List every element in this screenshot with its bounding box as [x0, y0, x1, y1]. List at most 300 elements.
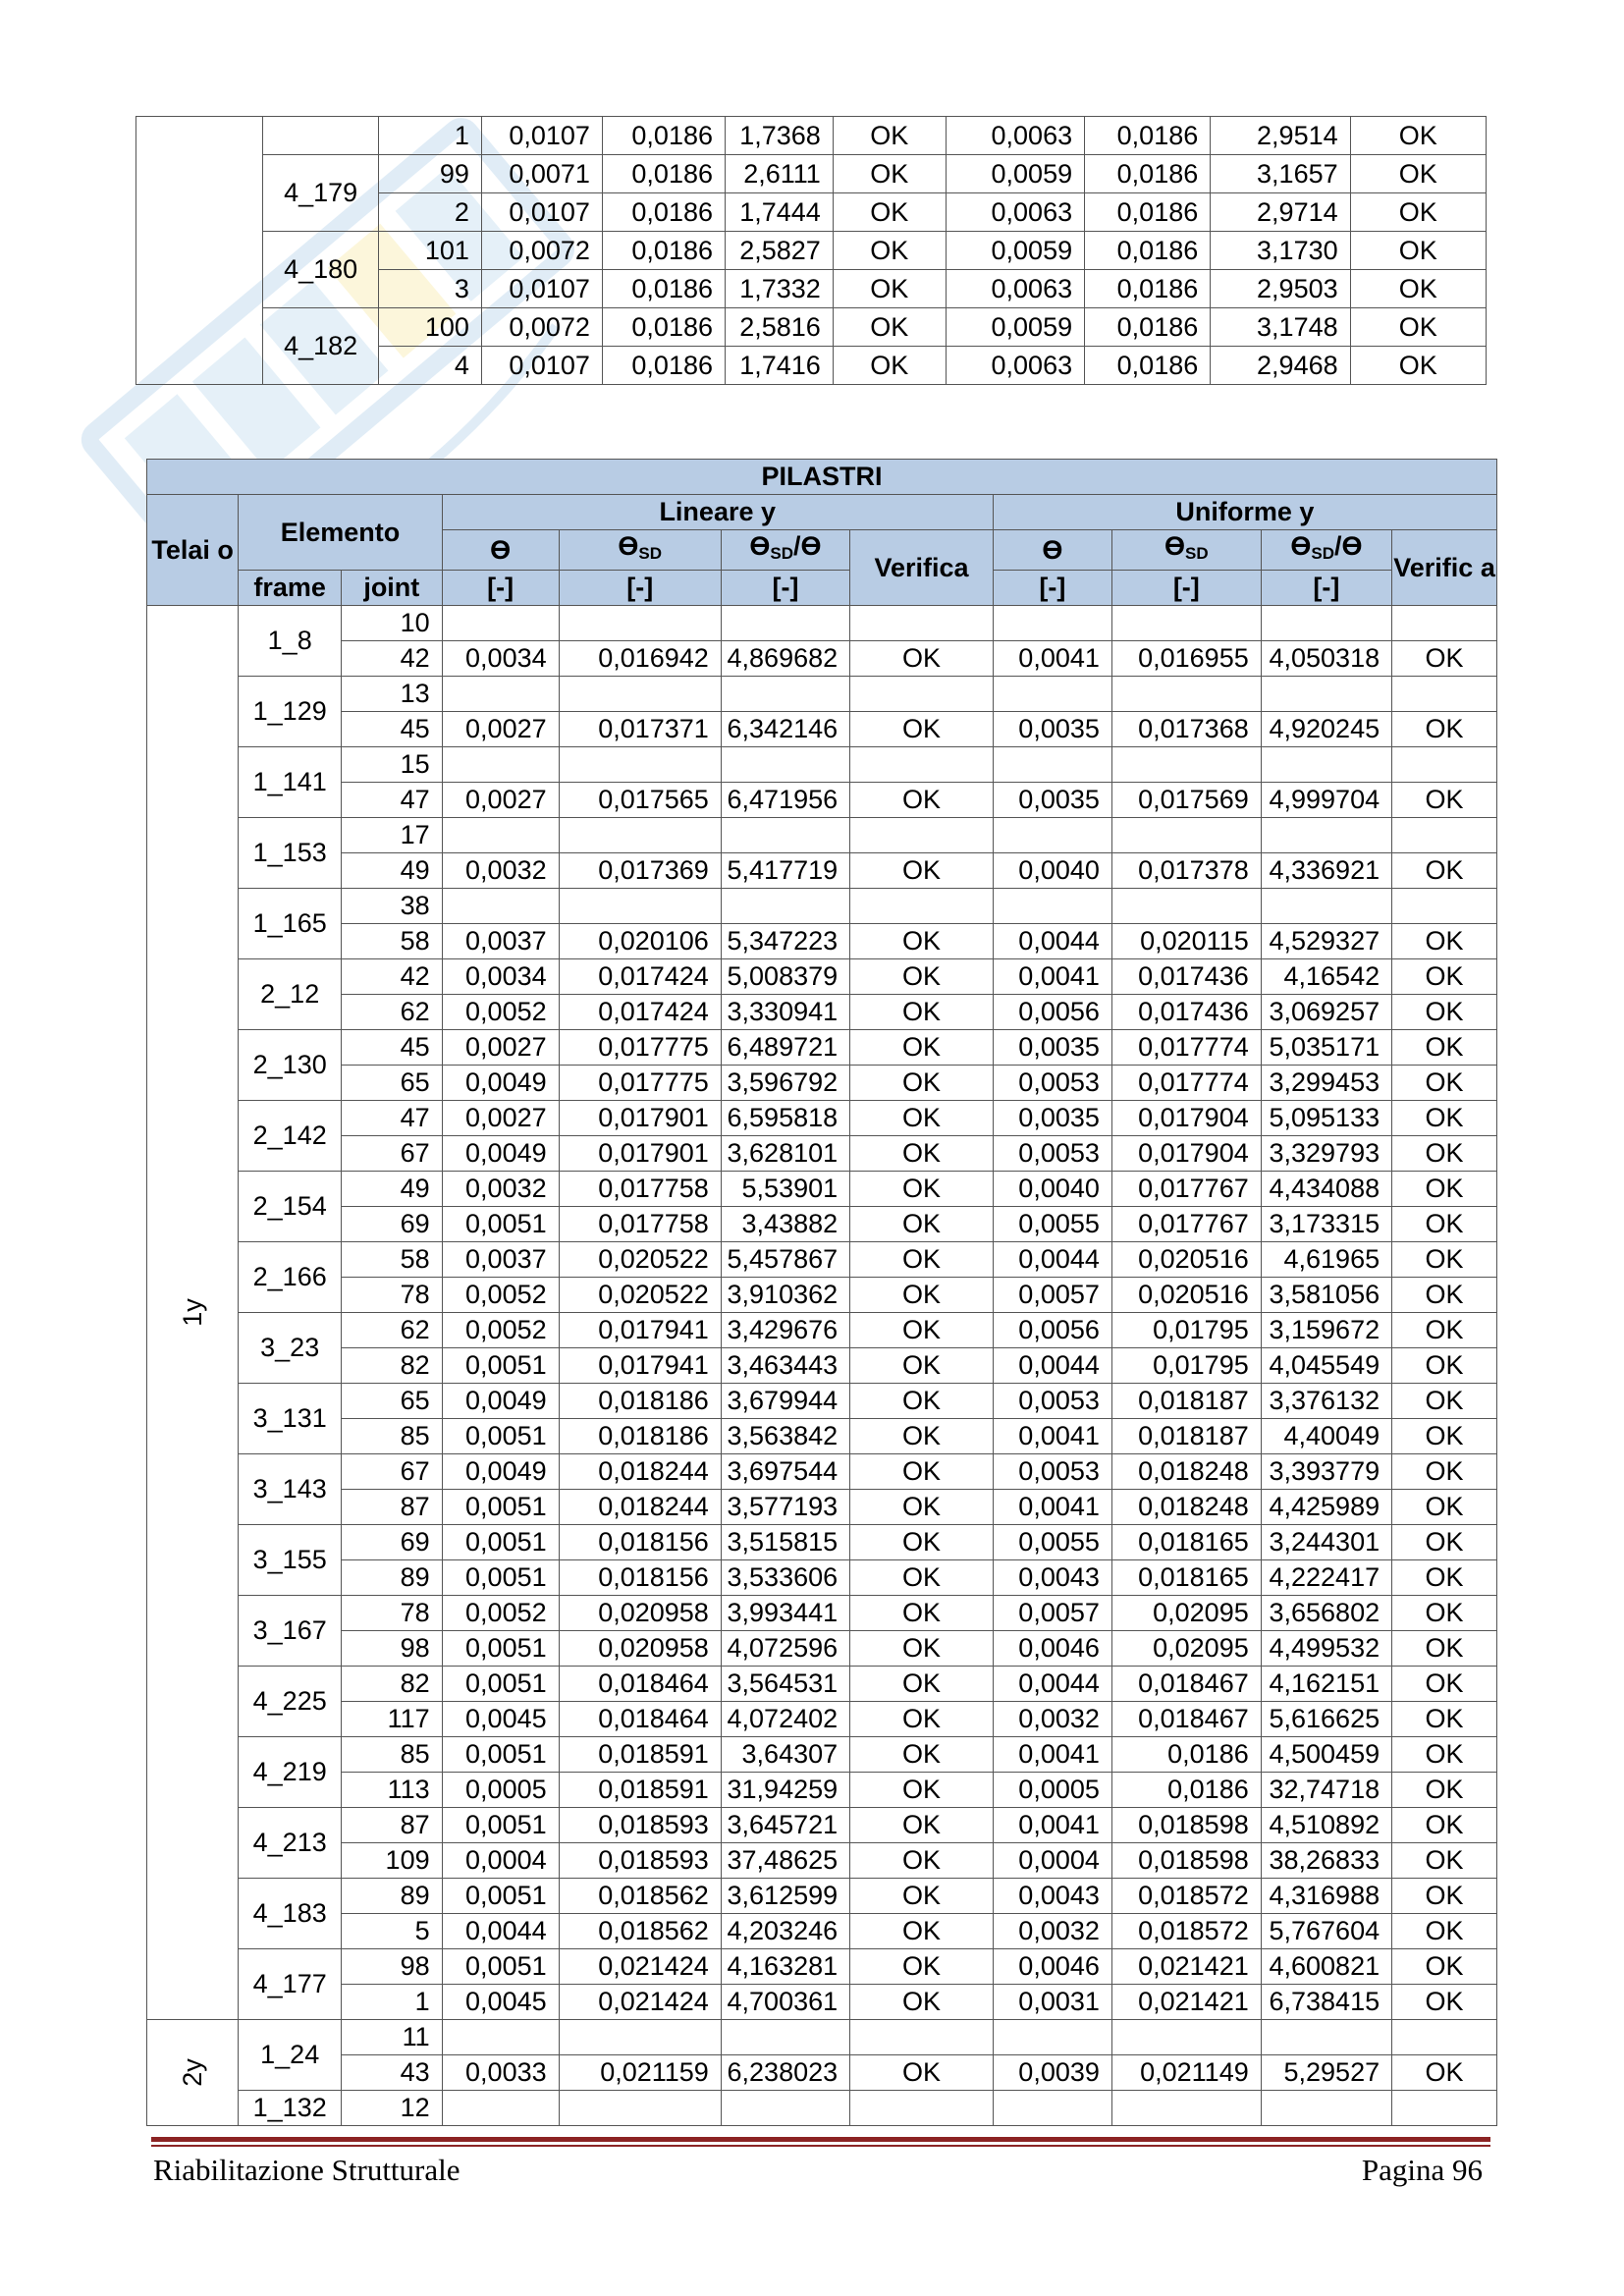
value-cell — [993, 606, 1111, 641]
value-cell: OK — [1392, 1985, 1497, 2020]
value-cell: 0,0053 — [993, 1384, 1111, 1419]
value-cell — [721, 2091, 849, 2126]
value-cell: 0,0186 — [602, 117, 725, 155]
frame-cell: 1_153 — [239, 818, 342, 889]
value-cell: 4,162151 — [1261, 1667, 1391, 1702]
value-cell: 0,017775 — [559, 1066, 721, 1101]
value-cell: 3,330941 — [721, 995, 849, 1030]
lineare-header: Lineare y — [442, 495, 993, 530]
value-cell: OK — [850, 1172, 994, 1207]
value-cell: 0,018186 — [559, 1419, 721, 1454]
value-cell: 0,020516 — [1111, 1278, 1261, 1313]
value-cell: 4,316988 — [1261, 1879, 1391, 1914]
value-cell: 3,173315 — [1261, 1207, 1391, 1242]
table-row — [136, 232, 1487, 270]
value-cell: 0,0186 — [1085, 193, 1211, 232]
telaio-cell — [147, 606, 239, 2020]
value-cell: 0,017767 — [1111, 1172, 1261, 1207]
value-cell: 0,01795 — [1111, 1348, 1261, 1384]
value-cell: 6,489721 — [721, 1030, 849, 1066]
table-row — [147, 1384, 1497, 1419]
value-cell: 0,0072 — [481, 232, 602, 270]
value-cell: 1,7416 — [726, 347, 834, 385]
value-cell: 0,0044 — [993, 924, 1111, 959]
value-cell: 0,0052 — [442, 995, 559, 1030]
frame-cell: 4_213 — [239, 1808, 342, 1879]
joint-cell: 82 — [342, 1667, 443, 1702]
value-cell: OK — [850, 1667, 994, 1702]
value-cell: OK — [1392, 712, 1497, 747]
table-row — [147, 1631, 1497, 1667]
unit-theta-sd-lin: [-] — [559, 571, 721, 606]
value-cell: 0,0186 — [602, 155, 725, 193]
value-cell: 0,017775 — [559, 1030, 721, 1066]
joint-cell: 45 — [342, 1030, 443, 1066]
value-cell: 0,0186 — [602, 193, 725, 232]
value-cell: 0,018598 — [1111, 1843, 1261, 1879]
value-cell — [559, 747, 721, 783]
value-cell: 0,0063 — [946, 347, 1084, 385]
value-cell: 4,045549 — [1261, 1348, 1391, 1384]
value-cell: OK — [1392, 1702, 1497, 1737]
value-cell: 5,008379 — [721, 959, 849, 995]
value-cell: 0,018467 — [1111, 1702, 1261, 1737]
unit-theta-uni: [-] — [993, 571, 1111, 606]
telaio-cell — [147, 2020, 239, 2126]
value-cell: 0,018591 — [559, 1773, 721, 1808]
table-row — [147, 1242, 1497, 1278]
value-cell: 0,0049 — [442, 1066, 559, 1101]
value-cell: OK — [833, 232, 946, 270]
value-cell — [1261, 2020, 1391, 2055]
joint-cell: 89 — [342, 1560, 443, 1596]
value-cell: 0,017436 — [1111, 959, 1261, 995]
value-cell — [442, 747, 559, 783]
value-cell — [442, 818, 559, 853]
frame-cell: 1_165 — [239, 889, 342, 959]
value-cell: OK — [1392, 1525, 1497, 1560]
value-cell: 0,0032 — [993, 1914, 1111, 1949]
value-cell: 3,612599 — [721, 1879, 849, 1914]
theta-header-lin: ϴ — [442, 530, 559, 571]
joint-cell: 69 — [342, 1207, 443, 1242]
value-cell: 0,0051 — [442, 1207, 559, 1242]
joint-cell: 49 — [342, 1172, 443, 1207]
value-cell: 0,0051 — [442, 1949, 559, 1985]
value-cell — [993, 2020, 1111, 2055]
value-cell — [850, 606, 994, 641]
value-cell: 0,020516 — [1111, 1242, 1261, 1278]
value-cell: 0,0056 — [993, 1313, 1111, 1348]
table-row — [136, 117, 1487, 155]
table-row — [147, 1207, 1497, 1242]
ratio-header-lin: $ϴ_{SD}/ϴ$ — [721, 530, 849, 571]
value-cell: 4,434088 — [1261, 1172, 1391, 1207]
table-row — [147, 1490, 1497, 1525]
value-cell: 3,429676 — [721, 1313, 849, 1348]
value-cell: 0,0027 — [442, 1030, 559, 1066]
footer-title: Riabilitazione Strutturale — [153, 2153, 460, 2187]
value-cell: 0,0107 — [481, 117, 602, 155]
value-cell: 0,0063 — [946, 270, 1084, 308]
value-cell: 2,9503 — [1211, 270, 1350, 308]
value-cell: 0,0046 — [993, 1631, 1111, 1667]
joint-cell: 10 — [342, 606, 443, 641]
value-cell: 0,0052 — [442, 1596, 559, 1631]
frame-cell: 1_132 — [239, 2091, 342, 2126]
value-cell: OK — [850, 1490, 994, 1525]
value-cell: 0,0041 — [993, 641, 1111, 677]
joint-cell: 45 — [342, 712, 443, 747]
frame-header: frame — [239, 571, 342, 606]
value-cell: 0,0034 — [442, 959, 559, 995]
value-cell: 3,577193 — [721, 1490, 849, 1525]
joint-cell: 1 — [342, 1985, 443, 2020]
value-cell: OK — [1392, 1667, 1497, 1702]
value-cell — [559, 889, 721, 924]
table-row — [147, 641, 1497, 677]
value-cell: 0,018593 — [559, 1843, 721, 1879]
value-cell: OK — [850, 1030, 994, 1066]
value-cell: 0,018248 — [1111, 1454, 1261, 1490]
value-cell: OK — [1392, 1631, 1497, 1667]
value-cell: 0,018464 — [559, 1702, 721, 1737]
value-cell: 0,017901 — [559, 1136, 721, 1172]
value-cell — [1392, 818, 1497, 853]
value-cell — [1261, 747, 1391, 783]
value-cell: 0,0051 — [442, 1737, 559, 1773]
value-cell: 0,0035 — [993, 1030, 1111, 1066]
value-cell: 2,5827 — [726, 232, 834, 270]
value-cell: 0,0057 — [993, 1596, 1111, 1631]
value-cell: OK — [1392, 1136, 1497, 1172]
value-cell — [721, 606, 849, 641]
value-cell: 0,018467 — [1111, 1667, 1261, 1702]
value-cell: OK — [850, 1207, 994, 1242]
value-cell: OK — [850, 1101, 994, 1136]
value-cell: 0,017569 — [1111, 783, 1261, 818]
value-cell — [442, 889, 559, 924]
value-cell: 0,0063 — [946, 117, 1084, 155]
value-cell: 4,499532 — [1261, 1631, 1391, 1667]
value-cell: 0,02095 — [1111, 1596, 1261, 1631]
joint-cell: 82 — [342, 1348, 443, 1384]
elemento-header: Elemento — [239, 495, 442, 571]
frame-cell: 2_154 — [239, 1172, 342, 1242]
value-cell: 0,021424 — [559, 1949, 721, 1985]
joint-cell: 67 — [342, 1454, 443, 1490]
table-row — [147, 1667, 1497, 1702]
value-cell: OK — [850, 1702, 994, 1737]
unit-ratio-uni: [-] — [1261, 571, 1391, 606]
value-cell — [1392, 677, 1497, 712]
value-cell: 0,0049 — [442, 1454, 559, 1490]
value-cell: OK — [1392, 1737, 1497, 1773]
value-cell — [1392, 747, 1497, 783]
value-cell: 3,1657 — [1211, 155, 1350, 193]
value-cell: 0,0046 — [993, 1949, 1111, 1985]
table-row — [147, 2055, 1497, 2091]
value-cell — [1261, 606, 1391, 641]
joint-cell: 99 — [379, 155, 482, 193]
uniforme-header: Uniforme y — [993, 495, 1496, 530]
value-cell: 3,244301 — [1261, 1525, 1391, 1560]
value-cell: OK — [1392, 1454, 1497, 1490]
joint-cell: 42 — [342, 959, 443, 995]
value-cell: 5,417719 — [721, 853, 849, 889]
value-cell: OK — [850, 1136, 994, 1172]
joint-cell: 15 — [342, 747, 443, 783]
value-cell: OK — [1350, 155, 1486, 193]
ratio-header-uni: $ϴ_{SD}/ϴ$ — [1261, 530, 1391, 571]
value-cell: OK — [1392, 1843, 1497, 1879]
joint-cell: 49 — [342, 853, 443, 889]
value-cell: 3,628101 — [721, 1136, 849, 1172]
value-cell: 0,0055 — [993, 1207, 1111, 1242]
value-cell: 5,347223 — [721, 924, 849, 959]
value-cell: 4,163281 — [721, 1949, 849, 1985]
value-cell: 0,017436 — [1111, 995, 1261, 1030]
value-cell: 0,0051 — [442, 1490, 559, 1525]
top-table — [135, 116, 1487, 385]
frame-cell: 1_141 — [239, 747, 342, 818]
value-cell: 0,0005 — [993, 1773, 1111, 1808]
unit-theta-lin: [-] — [442, 571, 559, 606]
value-cell — [993, 747, 1111, 783]
value-cell: 2,5816 — [726, 308, 834, 347]
value-cell: 0,0041 — [993, 1808, 1111, 1843]
table-row — [147, 1914, 1497, 1949]
value-cell: 4,222417 — [1261, 1560, 1391, 1596]
value-cell: 0,018165 — [1111, 1525, 1261, 1560]
value-cell: 0,0051 — [442, 1348, 559, 1384]
value-cell: OK — [850, 959, 994, 995]
table-row — [147, 1737, 1497, 1773]
value-cell: OK — [850, 2055, 994, 2091]
value-cell: 0,017371 — [559, 712, 721, 747]
value-cell: OK — [1350, 193, 1486, 232]
joint-cell: 78 — [342, 1596, 443, 1631]
value-cell: 0,018593 — [559, 1808, 721, 1843]
pilastri-table — [146, 459, 1497, 2126]
table-row — [147, 606, 1497, 641]
value-cell: OK — [850, 1737, 994, 1773]
value-cell: 0,0027 — [442, 712, 559, 747]
value-cell: 4,510892 — [1261, 1808, 1391, 1843]
value-cell — [721, 818, 849, 853]
value-cell: OK — [1392, 1773, 1497, 1808]
value-cell: 0,0005 — [442, 1773, 559, 1808]
value-cell: 4,072596 — [721, 1631, 849, 1667]
value-cell — [559, 677, 721, 712]
value-cell: OK — [1392, 1419, 1497, 1454]
value-cell: 0,021424 — [559, 1985, 721, 2020]
value-cell: 0,0052 — [442, 1278, 559, 1313]
value-cell: OK — [1392, 924, 1497, 959]
value-cell: 3,376132 — [1261, 1384, 1391, 1419]
value-cell: 1,7444 — [726, 193, 834, 232]
value-cell: 0,017758 — [559, 1172, 721, 1207]
value-cell: 0,0052 — [442, 1313, 559, 1348]
value-cell: 0,0049 — [442, 1136, 559, 1172]
value-cell: 0,0031 — [993, 1985, 1111, 2020]
joint-cell: 58 — [342, 1242, 443, 1278]
value-cell: 0,017424 — [559, 995, 721, 1030]
unit-ratio-lin: [-] — [721, 571, 849, 606]
value-cell: OK — [1392, 1384, 1497, 1419]
value-cell: OK — [850, 1313, 994, 1348]
frame-cell: 4_182 — [263, 308, 379, 385]
value-cell: 0,0044 — [442, 1914, 559, 1949]
value-cell: OK — [850, 1596, 994, 1631]
value-cell: 0,018248 — [1111, 1490, 1261, 1525]
value-cell — [850, 677, 994, 712]
value-cell: 0,0051 — [442, 1525, 559, 1560]
value-cell: 0,0186 — [1085, 308, 1211, 347]
value-cell: 0,0033 — [442, 2055, 559, 2091]
value-cell: 0,018598 — [1111, 1808, 1261, 1843]
joint-cell: 58 — [342, 924, 443, 959]
value-cell — [1392, 606, 1497, 641]
value-cell: 5,035171 — [1261, 1030, 1391, 1066]
unit-theta-sd-uni: [-] — [1111, 571, 1261, 606]
value-cell: OK — [1392, 641, 1497, 677]
value-cell: 0,017368 — [1111, 712, 1261, 747]
table-row — [147, 1560, 1497, 1596]
frame-cell: 4_219 — [239, 1737, 342, 1808]
value-cell: 0,020115 — [1111, 924, 1261, 959]
value-cell: OK — [850, 1914, 994, 1949]
value-cell — [442, 2020, 559, 2055]
value-cell — [993, 818, 1111, 853]
value-cell: OK — [833, 347, 946, 385]
value-cell: OK — [850, 1454, 994, 1490]
page-number: Pagina 96 — [1361, 2153, 1483, 2187]
frame-cell: 1_24 — [239, 2020, 342, 2091]
value-cell: 6,342146 — [721, 712, 849, 747]
value-cell: OK — [1350, 347, 1486, 385]
value-cell — [993, 677, 1111, 712]
value-cell: 4,203246 — [721, 1914, 849, 1949]
value-cell — [1261, 2091, 1391, 2126]
value-cell: 4,050318 — [1261, 641, 1391, 677]
table-row — [147, 677, 1497, 712]
value-cell — [993, 889, 1111, 924]
verifica-header-lin: Verifica — [850, 530, 994, 606]
value-cell: 0,021149 — [1111, 2055, 1261, 2091]
value-cell: 2,9468 — [1211, 347, 1350, 385]
telaio-cell-blank — [136, 117, 263, 385]
value-cell: 0,0051 — [442, 1667, 559, 1702]
value-cell — [850, 747, 994, 783]
value-cell: 0,0043 — [993, 1560, 1111, 1596]
value-cell: OK — [850, 1808, 994, 1843]
value-cell: 5,457867 — [721, 1242, 849, 1278]
value-cell: OK — [850, 1242, 994, 1278]
value-cell: OK — [1392, 853, 1497, 889]
value-cell: 0,018186 — [559, 1384, 721, 1419]
table-row — [147, 1949, 1497, 1985]
joint-cell: 100 — [379, 308, 482, 347]
value-cell: OK — [850, 1773, 994, 1808]
value-cell: 0,017767 — [1111, 1207, 1261, 1242]
value-cell: 0,018572 — [1111, 1914, 1261, 1949]
frame-cell: 2_130 — [239, 1030, 342, 1101]
joint-cell: 85 — [342, 1419, 443, 1454]
value-cell — [1392, 889, 1497, 924]
value-cell: OK — [1392, 1596, 1497, 1631]
value-cell: OK — [1350, 232, 1486, 270]
value-cell: 0,0055 — [993, 1525, 1111, 1560]
value-cell — [850, 889, 994, 924]
value-cell: 0,018156 — [559, 1560, 721, 1596]
value-cell: 0,0039 — [993, 2055, 1111, 2091]
value-cell: 1,7332 — [726, 270, 834, 308]
table-title: PILASTRI — [147, 460, 1497, 495]
frame-cell: 3_167 — [239, 1596, 342, 1667]
table-row — [147, 2091, 1497, 2126]
value-cell: 0,0044 — [993, 1667, 1111, 1702]
table-row — [147, 1313, 1497, 1348]
value-cell — [850, 818, 994, 853]
joint-cell: 113 — [342, 1773, 443, 1808]
joint-cell: 12 — [342, 2091, 443, 2126]
value-cell: OK — [850, 1525, 994, 1560]
value-cell: 3,697544 — [721, 1454, 849, 1490]
value-cell: 0,0043 — [993, 1879, 1111, 1914]
value-cell: 0,0186 — [1085, 270, 1211, 308]
value-cell — [721, 677, 849, 712]
frame-cell: 4_225 — [239, 1667, 342, 1737]
value-cell — [1111, 889, 1261, 924]
footer-rule-thin — [151, 2145, 1490, 2147]
joint-cell: 17 — [342, 818, 443, 853]
value-cell: 3,563842 — [721, 1419, 849, 1454]
value-cell: OK — [1392, 1172, 1497, 1207]
table-row — [147, 1596, 1497, 1631]
value-cell: 0,016942 — [559, 641, 721, 677]
value-cell: 0,0044 — [993, 1242, 1111, 1278]
value-cell — [721, 2020, 849, 2055]
value-cell: 0,018187 — [1111, 1384, 1261, 1419]
value-cell: 0,0045 — [442, 1702, 559, 1737]
value-cell: OK — [1392, 1066, 1497, 1101]
value-cell: 0,017904 — [1111, 1101, 1261, 1136]
value-cell: 4,529327 — [1261, 924, 1391, 959]
table-row — [147, 818, 1497, 853]
joint-cell: 13 — [342, 677, 443, 712]
frame-cell-blank — [263, 117, 379, 155]
table-row — [147, 712, 1497, 747]
value-cell: OK — [1392, 1101, 1497, 1136]
value-cell — [442, 606, 559, 641]
theta-sd-header-uni: $ϴ_{SD}$ — [1111, 530, 1261, 571]
value-cell: 0,0037 — [442, 1242, 559, 1278]
value-cell: 0,02095 — [1111, 1631, 1261, 1667]
value-cell: 38,26833 — [1261, 1843, 1391, 1879]
value-cell: 4,920245 — [1261, 712, 1391, 747]
table-row — [147, 1843, 1497, 1879]
value-cell — [442, 677, 559, 712]
value-cell: 4,999704 — [1261, 783, 1391, 818]
value-cell: 3,1748 — [1211, 308, 1350, 347]
value-cell: 3,679944 — [721, 1384, 849, 1419]
value-cell: 5,767604 — [1261, 1914, 1391, 1949]
value-cell: 0,018464 — [559, 1667, 721, 1702]
value-cell — [1111, 2020, 1261, 2055]
value-cell: 0,0059 — [946, 232, 1084, 270]
frame-cell: 4_183 — [239, 1879, 342, 1949]
